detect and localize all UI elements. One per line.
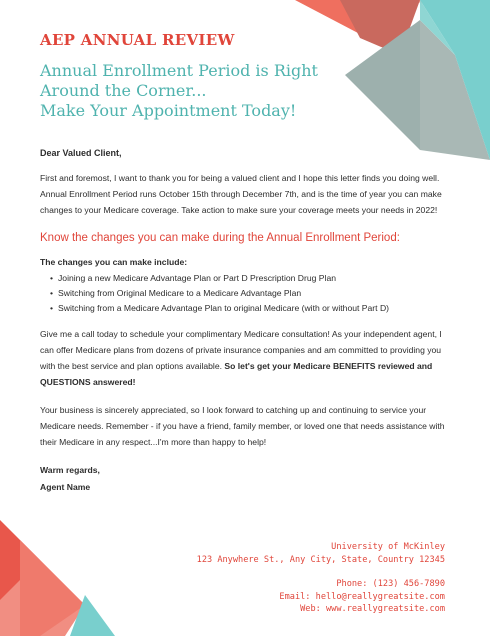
document-kicker: AEP ANNUAL REVIEW <box>40 31 235 49</box>
headline-line: Make Your Appointment Today! <box>40 101 297 120</box>
list-item <box>50 271 445 286</box>
headline-line: Annual Enrollment Period is Right <box>40 61 318 80</box>
signoff: Warm regards, <box>40 465 100 475</box>
bullet-icon: • <box>50 288 54 298</box>
document-headline <box>40 61 350 121</box>
headline-line: Around the Corner... <box>40 81 207 100</box>
contact-block <box>197 541 445 616</box>
salutation: Dear Valued Client, <box>40 148 122 158</box>
letter-body <box>40 145 445 496</box>
appreciation-paragraph: Your business is sincerely appreciated, so I look forward to catching up and continuing to service your Medicare needs. Remember - if you have a friend, family member, or loved one that needs assistance with their Medicare in any respect...I'm more than happy to help! <box>40 405 445 447</box>
section-heading: Know the changes you can make during the Annual Enrollment Period: <box>40 232 400 244</box>
list-item-text: Switching from Original Medicare to a Medicare Advantage Plan <box>58 288 302 298</box>
call-paragraph <box>40 326 445 390</box>
contact-email[interactable]: Email: hello@reallygreatsite.com <box>279 591 445 602</box>
list-item-text: Joining a new Medicare Advantage Plan or Part D Prescription Drug Plan <box>58 273 337 283</box>
signature-name: Agent Name <box>40 482 91 492</box>
bottom-coral-shape <box>20 540 85 636</box>
bullet-icon: • <box>50 273 54 283</box>
changes-label: The changes you can make include: <box>40 257 188 267</box>
list-item-text: Switching from a Medicare Advantage Plan to original Medicare (with or without Part D) <box>58 303 390 313</box>
organization-address: 123 Anywhere St., Any City, State, Country 12345 <box>196 554 445 565</box>
contact-website[interactable]: Web: www.reallygreatsite.com <box>300 604 445 614</box>
call-emphasis: So let's get your Medicare BENEFITS reviewed and QUESTIONS answered! <box>40 361 433 387</box>
contact-spacer <box>197 566 445 578</box>
list-item <box>50 286 445 301</box>
contact-phone[interactable]: Phone: (123) 456-7890 <box>336 579 445 589</box>
bullet-icon: • <box>50 303 54 313</box>
intro-paragraph: First and foremost, I want to thank you for being a valued client and I hope this letter finds you doing well. Annual Enrollment Period runs October 15th through December 7th, and is the time of year you can make changes to your Medicare coverage. Take action to make sure your coverage meets your needs in 2022! <box>40 173 442 215</box>
organization-name: University of McKinley <box>331 542 445 552</box>
list-item <box>50 301 445 316</box>
changes-list <box>40 271 445 316</box>
call-text: Give me a call today to schedule your complimentary Medicare consultation! As your independent agent, I can offer Medicare plans from dozens of private insurance companies and am committed to providing you with the best service and plan options available. <box>40 329 442 371</box>
closing <box>40 462 445 496</box>
